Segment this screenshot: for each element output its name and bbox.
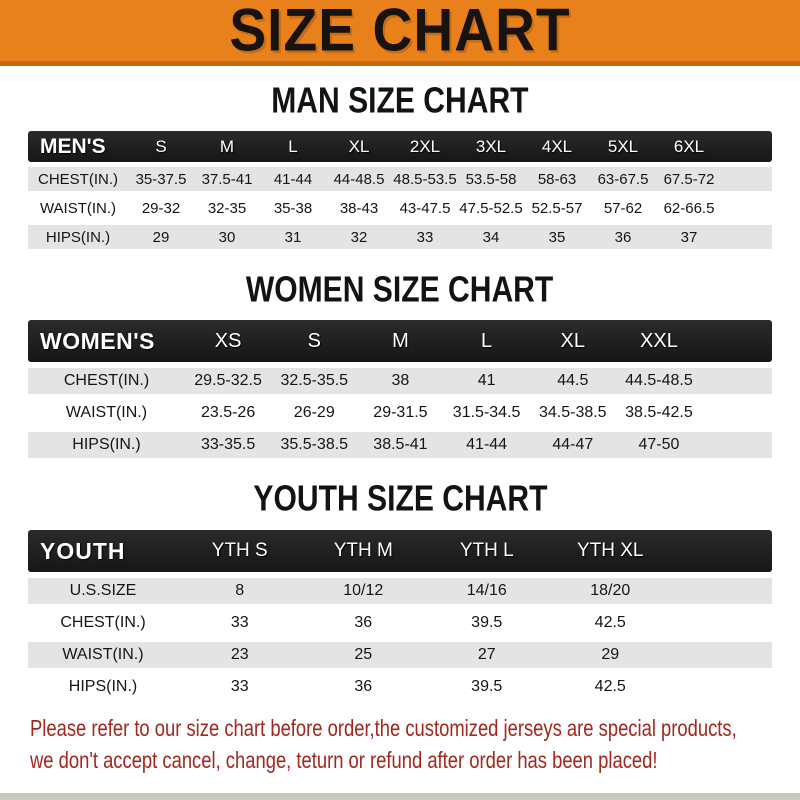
size-value-cell: 32.5-35.5 — [280, 372, 349, 389]
table-row — [28, 167, 772, 191]
size-value-cell: 29-32 — [141, 199, 181, 217]
size-value-cell: 29 — [152, 228, 170, 246]
size-value-cell: 35-37.5 — [135, 170, 187, 188]
size-value-cell: 42.5 — [594, 678, 626, 695]
size-column-header: YTH L — [459, 540, 514, 561]
size-column-header: XL — [560, 329, 585, 352]
youth-size-table — [28, 530, 772, 700]
size-value-cell: 43-47.5 — [399, 199, 451, 217]
size-value-cell: 41-44 — [273, 170, 313, 188]
size-value-cell: 39.5 — [471, 614, 503, 631]
size-value-cell: 37 — [680, 228, 698, 246]
size-value-cell: 44-48.5 — [333, 170, 385, 188]
women-size-table — [28, 320, 772, 458]
size-value-cell: 42.5 — [594, 614, 626, 631]
size-column-header: M — [392, 329, 409, 352]
size-value-cell: 35 — [548, 228, 566, 246]
size-value-cell: 8 — [235, 582, 245, 599]
size-value-cell: 34.5-38.5 — [538, 404, 607, 421]
size-value-cell: 23 — [230, 646, 249, 663]
size-value-cell: 32 — [350, 228, 368, 246]
table-row — [28, 578, 772, 604]
disclaimer — [0, 712, 800, 776]
size-column-header: L — [481, 329, 493, 352]
row-label: WAIST(IN.) — [62, 646, 144, 663]
row-label: WAIST(IN.) — [65, 404, 148, 421]
size-column-header: 3XL — [475, 136, 507, 156]
size-column-header: XXL — [640, 329, 678, 352]
size-charts — [0, 79, 800, 700]
size-value-cell: 35-38 — [273, 199, 313, 217]
men-section-title — [0, 79, 800, 121]
size-column-header: S — [155, 136, 167, 156]
size-column-header: YTH M — [333, 540, 393, 561]
size-value-cell: 35.5-38.5 — [280, 436, 349, 453]
row-label: WAIST(IN.) — [39, 199, 117, 217]
row-label: CHEST(IN.) — [63, 372, 150, 389]
size-value-cell: 26-29 — [293, 404, 335, 421]
women-section-title-text: WOMEN SIZE CHART — [246, 268, 554, 310]
size-value-cell: 38.5-41 — [373, 436, 428, 453]
size-value-cell: 67.5-72 — [663, 170, 715, 188]
size-column-header: 5XL — [607, 136, 639, 156]
size-value-cell: 53.5-58 — [465, 170, 517, 188]
youth-size-section — [0, 477, 800, 700]
size-value-cell: 36 — [354, 678, 373, 695]
men-size-section — [0, 79, 800, 249]
table-row — [28, 610, 772, 636]
size-value-cell: 33 — [230, 678, 249, 695]
women-section-title — [0, 268, 800, 310]
row-label: HIPS(IN.) — [68, 678, 138, 695]
size-column-header: XL — [348, 136, 370, 156]
size-value-cell: 14/16 — [466, 582, 507, 599]
table-row — [28, 400, 772, 426]
size-value-cell: 38.5-42.5 — [625, 404, 693, 421]
size-value-cell: 52.5-57 — [531, 199, 583, 217]
size-value-cell: 38 — [391, 372, 410, 389]
size-value-cell: 47-50 — [638, 436, 680, 453]
row-label: U.S.SIZE — [69, 582, 137, 599]
table-row — [28, 225, 772, 249]
banner — [0, 0, 800, 66]
size-value-cell: 44.5-48.5 — [625, 372, 693, 389]
size-value-cell: 41 — [477, 372, 496, 389]
row-label: CHEST(IN.) — [60, 614, 146, 631]
size-value-cell: 36 — [354, 614, 373, 631]
size-value-cell: 30 — [218, 228, 236, 246]
size-value-cell: 33-35.5 — [200, 436, 256, 453]
size-value-cell: 29.5-32.5 — [194, 372, 262, 389]
size-column-header: 2XL — [409, 136, 441, 156]
size-value-cell: 33 — [416, 228, 434, 246]
men-section-title-text: MAN SIZE CHART — [271, 79, 529, 121]
size-value-cell: 27 — [477, 646, 496, 663]
disclaimer-line-2: we don't accept cancel, change, teturn or refund after order has been placed! — [30, 747, 658, 773]
size-value-cell: 63-67.5 — [597, 170, 649, 188]
row-label: HIPS(IN.) — [72, 436, 141, 453]
size-value-cell: 31.5-34.5 — [452, 404, 521, 421]
youth-section-title-text: YOUTH SIZE CHART — [252, 477, 548, 519]
size-value-cell: 29 — [601, 646, 620, 663]
size-value-cell: 38-43 — [339, 199, 379, 217]
banner-title: SIZE CHART — [229, 0, 571, 65]
men-table-header — [28, 131, 772, 162]
size-column-header: XS — [214, 329, 242, 352]
size-value-cell: 37.5-41 — [201, 170, 253, 188]
size-column-header: L — [288, 136, 298, 156]
size-value-cell: 44-47 — [552, 436, 594, 453]
disclaimer-line-1: Please refer to our size chart before order,the customized jerseys are special products, — [30, 715, 737, 741]
size-value-cell: 41-44 — [466, 436, 508, 453]
size-value-cell: 48.5-53.5 — [393, 170, 457, 188]
size-column-header: 6XL — [673, 136, 705, 156]
bottom-strip — [0, 793, 800, 800]
table-row — [28, 368, 772, 394]
size-value-cell: 10/12 — [343, 582, 384, 599]
youth-section-title — [0, 477, 800, 519]
size-value-cell: 29-31.5 — [373, 404, 428, 421]
size-value-cell: 57-62 — [603, 199, 643, 217]
size-value-cell: 18/20 — [590, 582, 631, 599]
size-value-cell: 39.5 — [471, 678, 503, 695]
size-value-cell: 36 — [614, 228, 632, 246]
size-value-cell: 32-35 — [207, 199, 247, 217]
men-size-table — [28, 131, 772, 249]
size-column-header: S — [307, 329, 321, 352]
row-label: CHEST(IN.) — [38, 170, 118, 188]
size-value-cell: 25 — [354, 646, 373, 663]
women-table-header — [28, 320, 772, 362]
table-row — [28, 642, 772, 668]
size-column-header: 4XL — [541, 136, 573, 156]
youth-table-header — [28, 530, 772, 572]
youth-table-header-label: YOUTH — [40, 537, 126, 564]
size-value-cell: 58-63 — [537, 170, 577, 188]
women-table-header-label: WOMEN'S — [40, 327, 156, 354]
size-value-cell: 62-66.5 — [663, 199, 715, 217]
women-size-section — [0, 268, 800, 458]
table-row — [28, 432, 772, 458]
row-label: HIPS(IN.) — [45, 228, 111, 246]
size-column-header: YTH S — [211, 540, 268, 561]
table-row — [28, 196, 772, 220]
size-value-cell: 23.5-26 — [200, 404, 256, 421]
size-value-cell: 44.5 — [557, 372, 589, 389]
size-column-header: YTH XL — [576, 540, 644, 561]
size-value-cell: 47.5-52.5 — [459, 199, 523, 217]
size-value-cell: 34 — [482, 228, 500, 246]
table-row — [28, 674, 772, 700]
size-value-cell: 31 — [284, 228, 302, 246]
men-table-header-label: MEN'S — [40, 134, 106, 158]
size-value-cell: 33 — [230, 614, 249, 631]
size-column-header: M — [219, 136, 235, 156]
